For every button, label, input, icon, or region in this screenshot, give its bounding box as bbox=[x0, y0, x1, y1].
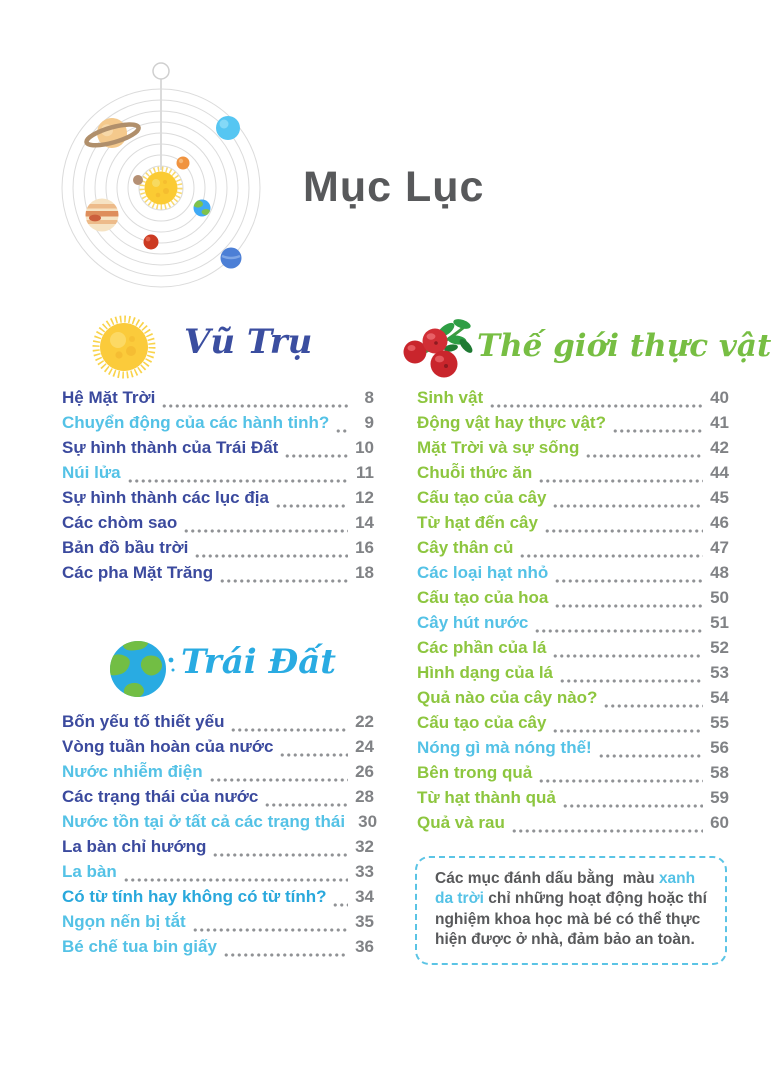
dot-leader bbox=[554, 604, 703, 608]
toc-entry-label: Bé chế tua bin giấy bbox=[62, 937, 217, 956]
mercury bbox=[177, 157, 190, 170]
toc-entry bbox=[62, 812, 378, 837]
toc-entry-page-number: 46 bbox=[710, 513, 729, 532]
toc-entry bbox=[417, 788, 729, 813]
solar-system-illustration bbox=[55, 58, 275, 298]
toc-entry-label: Vòng tuần hoàn của nước bbox=[62, 737, 274, 756]
toc-entry-label: Bên trong quả bbox=[417, 763, 533, 782]
note-text-after: chỉ những hoạt động hoặc thí nghiệm khoa học mà bé có thể thực hiện được ở nhà, đảm bảo an toàn. bbox=[435, 890, 712, 949]
toc-entry bbox=[62, 737, 374, 762]
dot-leader bbox=[489, 404, 703, 408]
toc-entry-page-number: 14 bbox=[355, 513, 374, 532]
toc-entry-page-number: 18 bbox=[355, 563, 374, 582]
toc-entry-page-number: 26 bbox=[355, 762, 374, 781]
sun-icon bbox=[91, 314, 157, 380]
dot-leader bbox=[562, 804, 703, 808]
toc-entry-page-number: 52 bbox=[710, 638, 729, 657]
section-title-universe: Vũ Trụ bbox=[184, 322, 313, 362]
toc-entry-page-number: 41 bbox=[710, 413, 729, 432]
dot-leader bbox=[194, 554, 348, 558]
toc-entry bbox=[62, 787, 374, 812]
toc-entry bbox=[417, 738, 729, 763]
toc-entry-page-number: 28 bbox=[355, 787, 374, 806]
toc-entry-page-number: 9 bbox=[364, 413, 374, 432]
toc-entry-page-number: 58 bbox=[710, 763, 729, 782]
toc-entry-label: Các chòm sao bbox=[62, 513, 178, 532]
toc-entry bbox=[417, 413, 729, 438]
dot-leader bbox=[538, 479, 703, 483]
toc-entry-label: Có từ tính hay không có từ tính? bbox=[62, 887, 327, 906]
toc-entry-label: Động vật hay thực vật? bbox=[417, 413, 606, 432]
dot-leader bbox=[161, 404, 348, 408]
toc-entry-label: Các trạng thái của nước bbox=[62, 787, 259, 806]
dot-leader bbox=[534, 629, 703, 633]
small-brown-planet bbox=[133, 175, 143, 185]
toc-entry bbox=[417, 388, 729, 413]
toc-entry-label: Hệ Mặt Trời bbox=[62, 388, 156, 407]
toc-entry-label: Bốn yếu tố thiết yếu bbox=[62, 712, 225, 731]
mars bbox=[144, 235, 159, 250]
toc-list-earth bbox=[62, 712, 378, 962]
toc-entry-label: Ngọn nến bị tắt bbox=[62, 912, 186, 931]
toc-entry-label: Cấu tạo của cây bbox=[417, 488, 547, 507]
section-title-plants: Thế giới thực vật bbox=[477, 328, 772, 364]
toc-entry bbox=[417, 613, 729, 638]
note-text-before: Các mục đánh dấu bằng màu bbox=[435, 870, 659, 887]
toc-entry bbox=[62, 712, 374, 737]
toc-entry-label: Từ hạt đến cây bbox=[417, 513, 538, 532]
toc-entry-label: Nước nhiễm điện bbox=[62, 762, 203, 781]
toc-entry-page-number: 10 bbox=[355, 438, 374, 457]
toc-entry-label: Nước tồn tại ở tất cả các trạng thái bbox=[62, 812, 346, 831]
toc-entry-page-number: 53 bbox=[710, 663, 729, 682]
dot-leader bbox=[212, 853, 348, 857]
dot-leader bbox=[538, 779, 703, 783]
dot-leader bbox=[612, 429, 703, 433]
toc-entry-page-number: 40 bbox=[710, 388, 729, 407]
safety-note-box bbox=[415, 856, 727, 965]
toc-entry bbox=[417, 538, 729, 563]
dot-leader bbox=[552, 504, 703, 508]
dot-leader bbox=[585, 454, 703, 458]
dot-leader bbox=[209, 778, 348, 782]
toc-entry bbox=[417, 713, 729, 738]
dot-leader bbox=[544, 529, 703, 533]
toc-entry bbox=[62, 488, 374, 513]
dot-leader bbox=[332, 903, 348, 907]
dot-leader bbox=[519, 554, 703, 558]
dot-leader bbox=[552, 654, 703, 658]
toc-entry bbox=[417, 688, 729, 713]
toc-list-universe bbox=[62, 388, 374, 588]
toc-entry-page-number: 51 bbox=[710, 613, 729, 632]
toc-entry-page-number: 54 bbox=[710, 688, 729, 707]
toc-entry-page-number: 16 bbox=[355, 538, 374, 557]
toc-entry-page-number: 22 bbox=[355, 712, 374, 731]
toc-entry bbox=[62, 837, 374, 862]
toc-entry bbox=[417, 663, 729, 688]
toc-entry-page-number: 60 bbox=[710, 813, 729, 832]
toc-entry-page-number: 30 bbox=[358, 812, 378, 831]
toc-entry-page-number: 48 bbox=[710, 563, 729, 582]
dot-leader bbox=[598, 754, 703, 758]
uranus bbox=[216, 116, 240, 140]
toc-entry bbox=[62, 513, 374, 538]
jupiter bbox=[83, 199, 123, 232]
dot-leader bbox=[230, 728, 348, 732]
toc-list-plants bbox=[417, 388, 729, 838]
dot-leader bbox=[192, 928, 348, 932]
section-title-earth: Trái Đất bbox=[181, 642, 336, 682]
toc-entry-label: Quả nào của cây nào? bbox=[417, 688, 598, 707]
toc-entry-page-number: 32 bbox=[355, 837, 374, 856]
toc-entry bbox=[417, 638, 729, 663]
toc-entry bbox=[62, 912, 374, 937]
earth-small bbox=[193, 200, 211, 217]
dot-leader bbox=[123, 878, 348, 882]
toc-entry-label: Từ hạt thành quả bbox=[417, 788, 556, 807]
toc-entry bbox=[417, 588, 729, 613]
toc-entry-label: Hình dạng của lá bbox=[417, 663, 554, 682]
toc-entry-page-number: 36 bbox=[355, 937, 374, 956]
dot-leader bbox=[552, 729, 703, 733]
toc-entry-page-number: 45 bbox=[710, 488, 729, 507]
toc-entry bbox=[62, 563, 374, 588]
toc-entry-page-number: 8 bbox=[364, 388, 374, 407]
toc-entry-label: Cây hút nước bbox=[417, 613, 529, 632]
berries-icon bbox=[399, 316, 473, 384]
toc-entry-label: Chuỗi thức ăn bbox=[417, 463, 533, 482]
toc-entry bbox=[417, 438, 729, 463]
toc-entry-label: Sự hình thành các lục địa bbox=[62, 488, 269, 507]
dot-leader bbox=[223, 953, 348, 957]
toc-entry bbox=[62, 762, 374, 787]
toc-entry bbox=[62, 862, 374, 887]
toc-entry bbox=[62, 438, 374, 463]
dot-leader bbox=[284, 454, 348, 458]
dot-leader bbox=[554, 579, 703, 583]
note-text-highlight: xanh da trời bbox=[435, 870, 700, 908]
toc-entry-label: Nóng gì mà nóng thế! bbox=[417, 738, 592, 757]
toc-entry-label: Các loại hạt nhỏ bbox=[417, 563, 549, 582]
dot-leader bbox=[264, 803, 348, 807]
dot-leader bbox=[183, 529, 348, 533]
toc-entry-label: Núi lửa bbox=[62, 463, 121, 482]
toc-entry-page-number: 12 bbox=[355, 488, 374, 507]
toc-entry-label: La bàn chỉ hướng bbox=[62, 837, 207, 856]
toc-entry-label: Các phần của lá bbox=[417, 638, 547, 657]
dot-leader bbox=[335, 429, 348, 433]
dot-leader bbox=[127, 479, 348, 483]
toc-entry bbox=[417, 563, 729, 588]
toc-entry bbox=[62, 463, 374, 488]
toc-entry-page-number: 59 bbox=[710, 788, 729, 807]
toc-entry-label: Sinh vật bbox=[417, 388, 484, 407]
toc-entry-label: Sự hình thành của Trái Đất bbox=[62, 438, 279, 457]
toc-entry-page-number: 50 bbox=[710, 588, 729, 607]
toc-entry bbox=[417, 513, 729, 538]
toc-entry bbox=[62, 937, 374, 962]
toc-entry bbox=[62, 388, 374, 413]
toc-entry-page-number: 42 bbox=[710, 438, 729, 457]
toc-entry-page-number: 34 bbox=[355, 887, 374, 906]
toc-entry-page-number: 35 bbox=[355, 912, 374, 931]
toc-entry bbox=[417, 763, 729, 788]
dot-leader bbox=[559, 679, 703, 683]
toc-entry-label: Cấu tạo của hoa bbox=[417, 588, 549, 607]
toc-entry-page-number: 33 bbox=[355, 862, 374, 881]
toc-entry-label: Bản đồ bầu trời bbox=[62, 538, 189, 557]
toc-entry-label: Các pha Mặt Trăng bbox=[62, 563, 214, 582]
earth-icon bbox=[107, 636, 177, 702]
toc-entry bbox=[417, 813, 729, 838]
toc-entry-page-number: 24 bbox=[355, 737, 374, 756]
toc-entry-page-number: 44 bbox=[710, 463, 729, 482]
toc-entry-page-number: 11 bbox=[356, 463, 374, 482]
toc-entry-label: Cây thân củ bbox=[417, 538, 514, 557]
toc-entry-label: La bàn bbox=[62, 862, 117, 881]
toc-entry bbox=[417, 488, 729, 513]
toc-entry bbox=[62, 538, 374, 563]
toc-entry-page-number: 56 bbox=[710, 738, 729, 757]
page-title: Mục Lục bbox=[303, 163, 485, 211]
dot-leader bbox=[279, 753, 348, 757]
toc-entry-page-number: 47 bbox=[710, 538, 729, 557]
toc-entry-label: Quả và rau bbox=[417, 813, 505, 832]
toc-entry-page-number: 55 bbox=[710, 713, 729, 732]
dot-leader bbox=[511, 829, 703, 833]
toc-entry-label: Chuyển động của các hành tinh? bbox=[62, 413, 330, 432]
toc-entry-label: Mặt Trời và sự sống bbox=[417, 438, 580, 457]
safety-note-text bbox=[435, 869, 712, 951]
dot-leader bbox=[219, 579, 348, 583]
dot-leader bbox=[275, 504, 348, 508]
toc-entry bbox=[62, 413, 374, 438]
sun-center bbox=[142, 169, 180, 207]
dot-leader bbox=[603, 704, 703, 708]
toc-entry bbox=[62, 887, 374, 912]
toc-entry bbox=[417, 463, 729, 488]
toc-entry-label: Cấu tạo của cây bbox=[417, 713, 547, 732]
